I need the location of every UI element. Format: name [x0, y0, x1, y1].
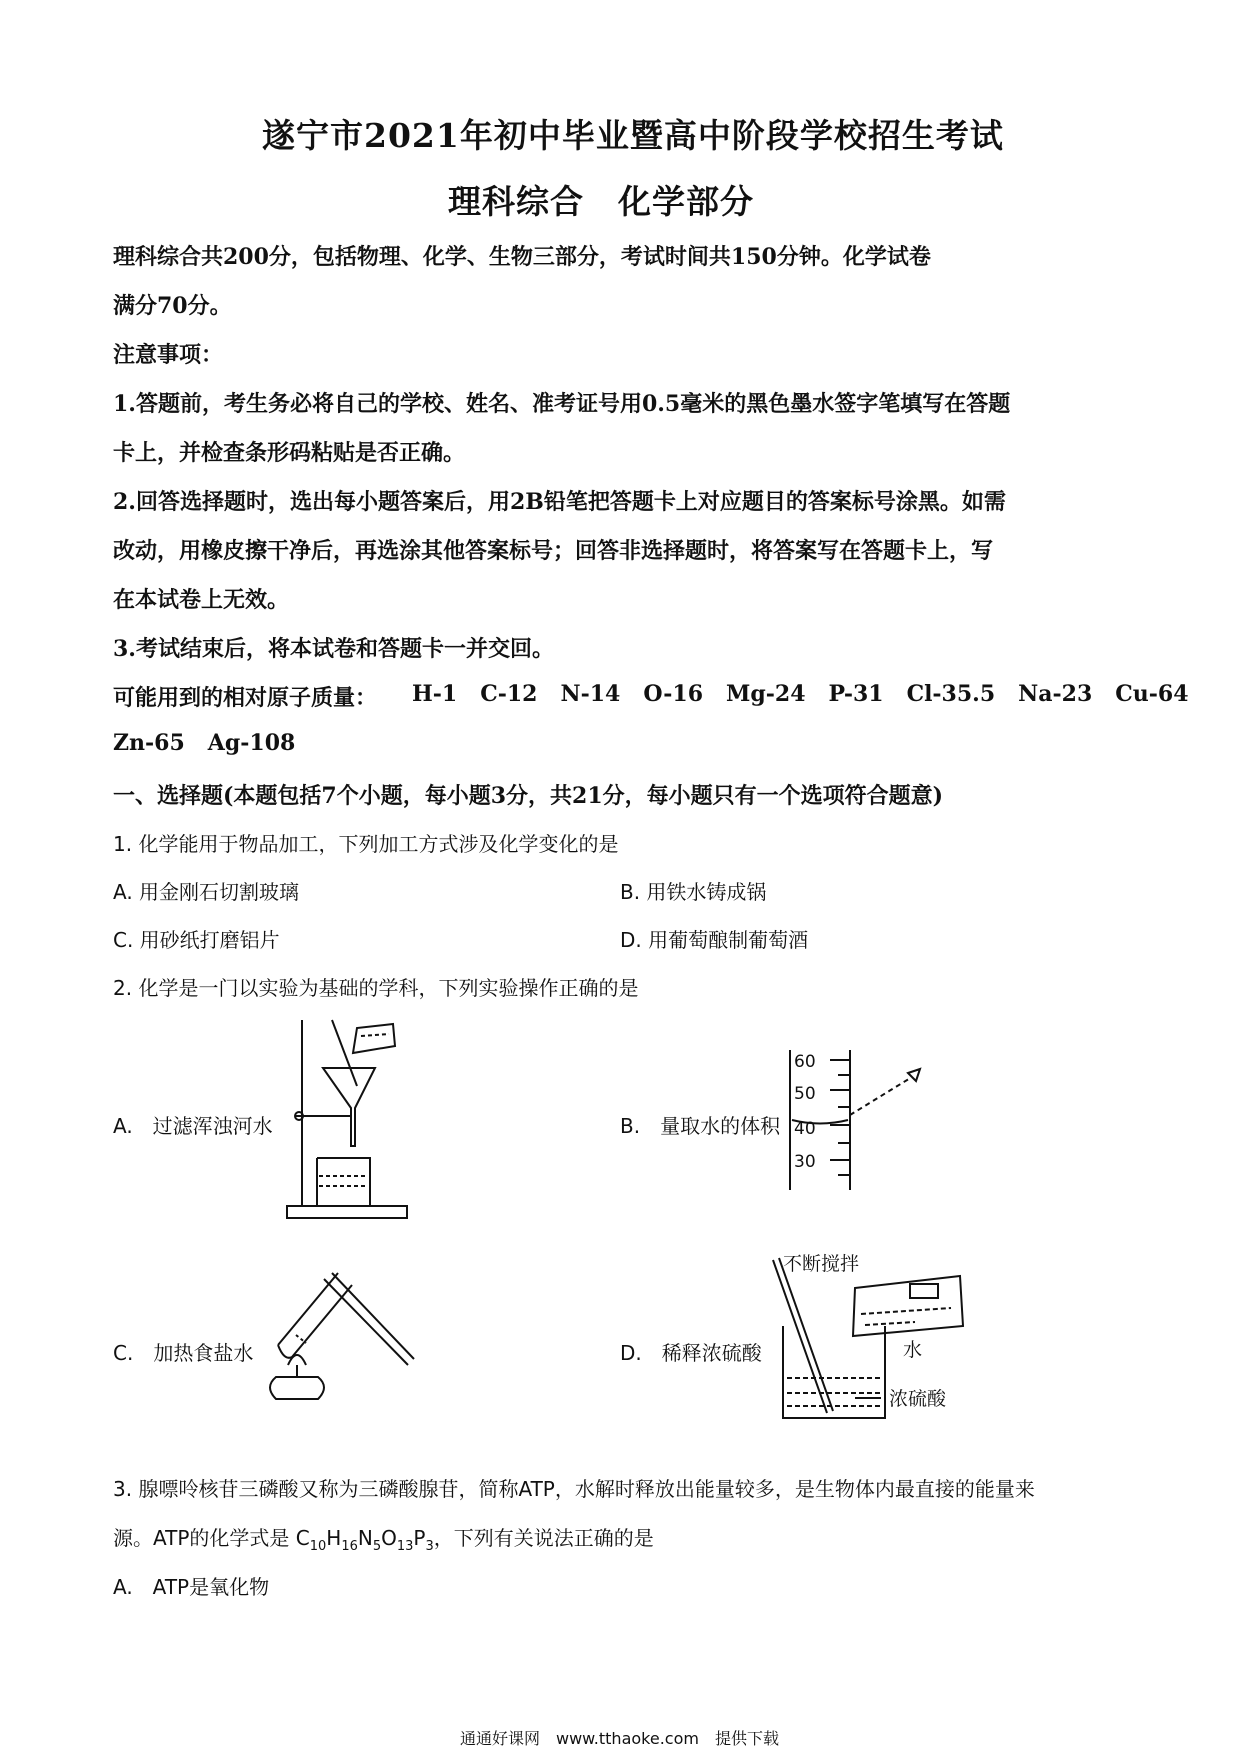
atomic-mass-mg: Mg-24: [726, 681, 806, 707]
formula-o-count: 13: [396, 1539, 414, 1554]
notice-item-1-line-2: 卡上，并检查条形码粘贴是否正确。: [113, 440, 466, 466]
formula-p-count: 3: [425, 1539, 434, 1554]
q2-stem: 2. 化学是一门以实验为基础的学科，下列实验操作正确的是: [113, 976, 639, 1000]
atomic-mass-label: 可能用到的相对原子质量：: [113, 685, 378, 711]
notice-item-2-line-1: 2.回答选择题时，选出每小题答案后，用2B铅笔把答题卡上对应题目的答案标号涂黑。如需: [113, 489, 1006, 515]
formula-h-count: 16: [341, 1539, 358, 1554]
notice-item-2-line-2: 改动，用橡皮擦干净后，再选涂其他答案标号；回答非选择题时，将答案写在答题卡上，写: [113, 538, 994, 564]
q3-stem-pre: 源。ATP的化学式是 C: [113, 1526, 310, 1550]
q2-option-c[interactable]: C. 加热食盐水: [113, 1341, 254, 1365]
atomic-mass-h: H-1: [412, 681, 458, 707]
page-footer: 通通好课网 www.tthaoke.com 提供下载: [460, 1729, 779, 1748]
q1-option-c[interactable]: C. 用砂纸打磨铝片: [113, 928, 280, 952]
notice-item-3: 3.考试结束后，将本试卷和答题卡一并交回。: [113, 636, 554, 662]
section-1-heading: 一、选择题(本题包括7个小题，每小题3分，共21分，每小题只有一个选项符合题意): [113, 783, 944, 809]
atomic-mass-o: O-16: [643, 681, 704, 707]
q1-option-a[interactable]: A. 用金刚石切割玻璃: [113, 880, 300, 904]
atomic-mass-p: P-31: [828, 681, 884, 707]
formula-n-count: 5: [372, 1539, 382, 1554]
cylinder-tick-60: 60: [794, 1052, 816, 1072]
q2-option-a[interactable]: A. 过滤浑浊河水: [113, 1114, 273, 1138]
cylinder-tick-30: 30: [794, 1152, 816, 1172]
notice-item-2-line-3: 在本试卷上无效。: [113, 587, 290, 613]
atomic-mass-row-2: [113, 730, 295, 756]
q1-option-b[interactable]: B. 用铁水铸成锅: [620, 880, 767, 904]
exam-title: 遂宁市2021年初中毕业暨高中阶段学校招生考试: [262, 116, 1004, 155]
q3-stem-line-1: 3. 腺嘌呤核苷三磷酸又称为三磷酸腺苷，简称ATP，水解时释放出能量较多，是生物体内最直接的能量来: [113, 1477, 1035, 1501]
dilution-stir-label: 不断搅拌: [783, 1253, 860, 1275]
formula-p: P: [413, 1526, 426, 1550]
intro-line-1: 理科综合共200分，包括物理、化学、生物三部分，考试时间共150分钟。化学试卷: [113, 244, 931, 270]
atomic-mass-c: C-12: [480, 681, 538, 707]
atomic-mass-n: N-14: [560, 681, 621, 707]
atomic-mass-ag: Ag-108: [207, 730, 296, 756]
q1-stem: 1. 化学能用于物品加工，下列加工方式涉及化学变化的是: [113, 832, 619, 856]
cylinder-tick-50: 50: [794, 1084, 816, 1104]
atomic-mass-row-1: [412, 681, 1189, 707]
formula-c-count: 10: [309, 1539, 327, 1554]
atomic-mass-cl: Cl-35.5: [906, 681, 996, 707]
q2-option-d[interactable]: D. 稀释浓硫酸: [620, 1341, 762, 1365]
atomic-mass-cu: Cu-64: [1115, 681, 1189, 707]
q1-option-d[interactable]: D. 用葡萄酿制葡萄酒: [620, 928, 809, 952]
dilution-acid-label: 浓硫酸: [889, 1388, 947, 1410]
graduated-cylinder-diagram: [780, 1045, 930, 1195]
cylinder-tick-40: 40: [794, 1119, 816, 1139]
q3-stem-post: ，下列有关说法正确的是: [433, 1526, 654, 1550]
dilution-water-label: 水: [903, 1339, 923, 1361]
atomic-mass-na: Na-23: [1018, 681, 1093, 707]
filtration-diagram: [275, 1018, 425, 1223]
q2-option-b[interactable]: B. 量取水的体积: [620, 1114, 781, 1138]
atomic-mass-zn: Zn-65: [113, 730, 185, 756]
notice-item-1-line-1: 1.答题前，考生务必将自己的学校、姓名、准考证号用0.5毫米的黑色墨水签字笔填写在答题: [113, 391, 1011, 417]
dilution-diagram: [765, 1248, 985, 1423]
heating-test-tube-diagram: [258, 1265, 418, 1415]
formula-o: O: [381, 1526, 397, 1550]
notice-heading: 注意事项：: [113, 342, 224, 368]
q3-stem-line-2: [113, 1522, 654, 1554]
formula-h: H: [326, 1526, 342, 1550]
exam-subtitle: 理科综合 化学部分: [448, 182, 754, 221]
intro-line-2: 满分70分。: [113, 293, 232, 319]
q3-option-a[interactable]: A. ATP是氧化物: [113, 1575, 270, 1599]
formula-n: N: [357, 1526, 373, 1550]
